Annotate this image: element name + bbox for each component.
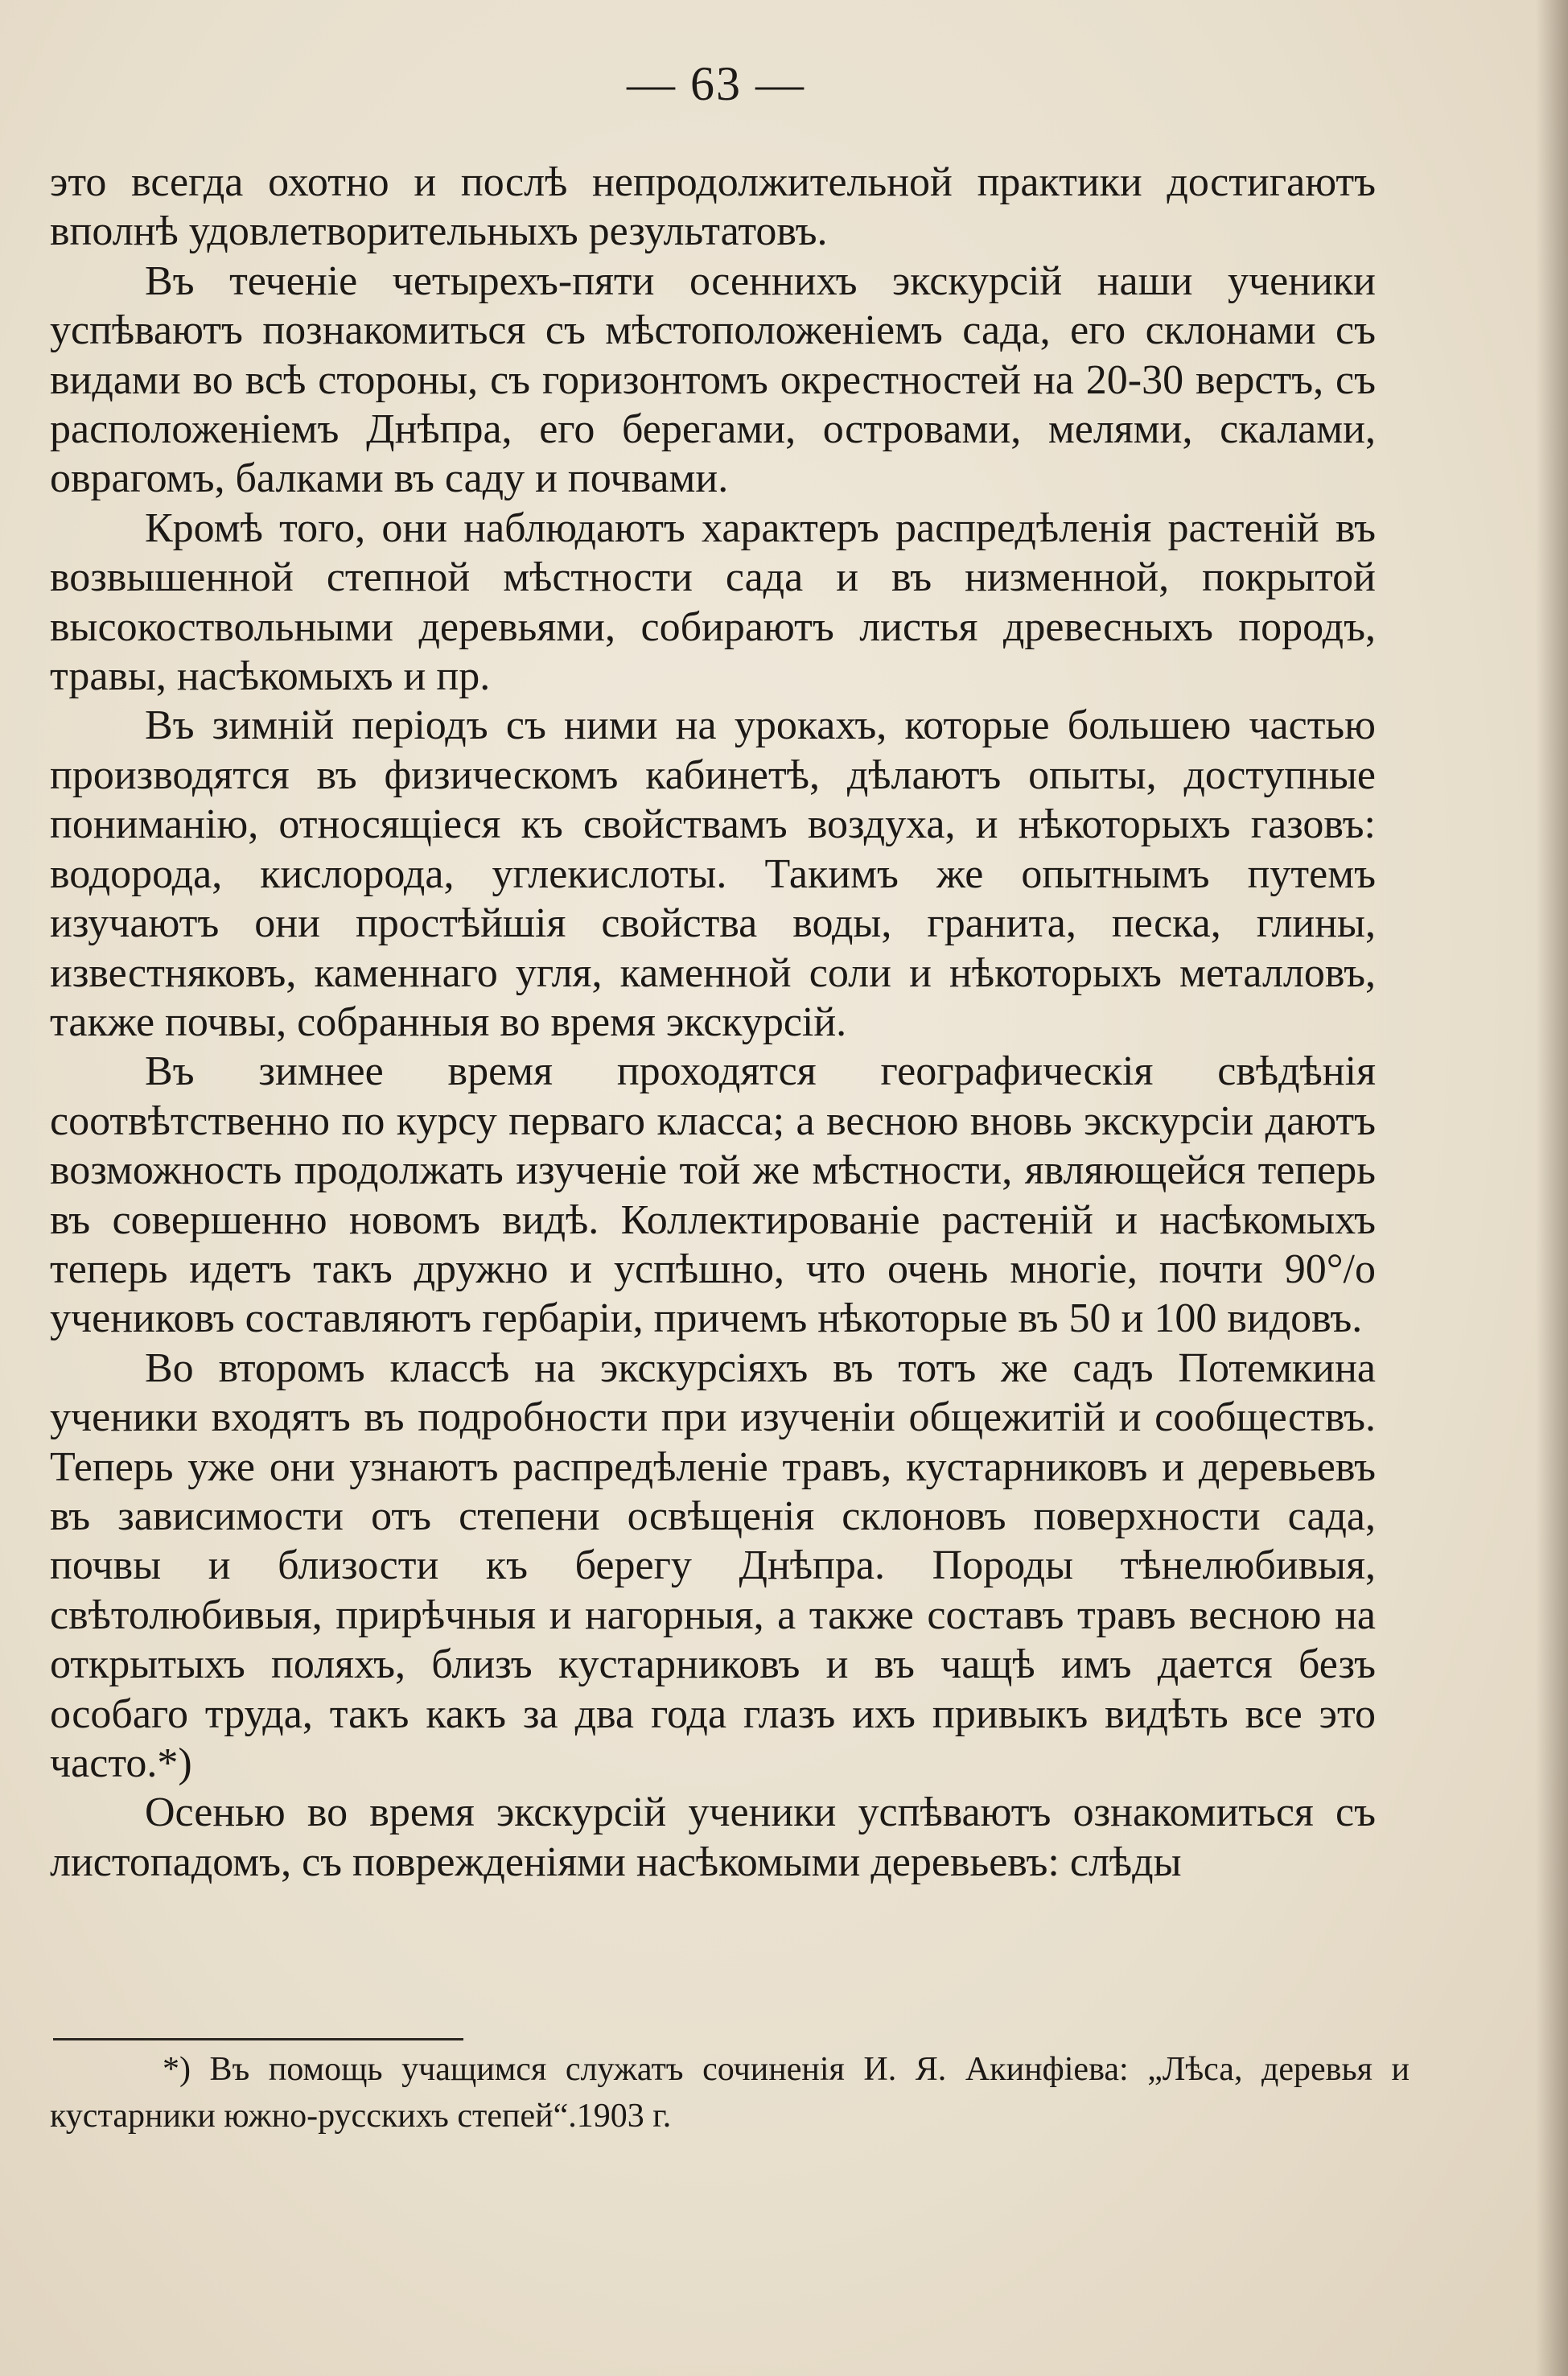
paragraph-4: Въ зимній періодъ съ ними на урокахъ, которые большею частью производятся въ физическомъ кабинетѣ, дѣлаютъ опыты, доступные пониманію, относящіеся къ свойствамъ воздуха, и нѣкоторыхъ газовъ: водорода, кислорода, углекислоты. Такимъ же опытнымъ путемъ изучаютъ они простѣйшія свойства воды, гранита, песка, глины, известняковъ, каменнаго угля, каменной соли и нѣкоторыхъ металловъ, также почвы, собранныя во время экскурсій.	[50, 702, 1376, 1045]
paragraph-3: Кромѣ того, они наблюдаютъ характеръ распредѣленія растеній въ возвышенной степной мѣстности сада и въ низменной, покрытой высокоствольными деревьями, собираютъ листья древесныхъ породъ, травы, насѣкомыхъ и пр.	[50, 504, 1376, 700]
page-number: — 63 —	[627, 57, 805, 110]
paragraph-7: Осенью во время экскурсій ученики успѣваютъ ознакомиться съ листопадомъ, съ поврежденіями насѣкомыми деревьевъ: слѣды	[50, 1789, 1376, 1885]
paragraph-1: это всегда охотно и послѣ непродолжительной практики достигаютъ вполнѣ удовлетворительныхъ результатовъ.	[50, 159, 1376, 255]
footnote-text: *) Въ помощь учащимся служатъ сочиненія И. Я. Акинфіева: „Лѣса, деревья и кустарники южно-русскихъ степей“.1903 г.	[50, 2051, 1410, 2135]
footnote	[50, 2046, 1410, 2139]
body-text	[50, 158, 1376, 1887]
paragraph-6: Во второмъ классѣ на экскурсіяхъ въ тотъ же садъ Потемкина ученики входятъ въ подробности при изученіи общежитій и сообществъ. Теперь уже они узнаютъ распредѣленіе травъ, кустарниковъ и деревьевъ въ зависимости отъ степени освѣщенія склоновъ поверхности сада, почвы и близости къ берегу Днѣпра. Породы тѣнелюбивыя, свѣтолюбивыя, прирѣчныя и нагорныя, а также составъ травъ весною на открытыхъ поляхъ, близъ кустарниковъ и въ чащѣ имъ дается безъ особаго труда, такъ какъ за два года глазъ ихъ привыкъ видѣть все это часто.*)	[50, 1344, 1376, 1786]
footnote-divider	[53, 2038, 463, 2040]
page-edge-shadow	[1536, 0, 1568, 2376]
paragraph-5: Въ зимнее время проходятся географическія свѣдѣнія соотвѣтственно по курсу перваго класса; а весною вновь экскурсіи даютъ возможность продолжать изученіе той же мѣстности, являющейся теперь въ совершенно новомъ видѣ. Коллектированіе растеній и насѣкомыхъ теперь идетъ такъ дружно и успѣшно, что очень многіе, почти 90°/о учениковъ составляютъ гербаріи, причемъ нѣкоторые въ 50 и 100 видовъ.	[50, 1048, 1376, 1342]
paragraph-2: Въ теченіе четырехъ-пяти осеннихъ экскурсій наши ученики успѣваютъ познакомиться съ мѣстоположеніемъ сада, его склонами съ видами во всѣ стороны, съ горизонтомъ окрестностей на 20-30 верстъ, съ расположеніемъ Днѣпра, его берегами, островами, мелями, скалами, оврагомъ, балками въ саду и почвами.	[50, 257, 1376, 502]
